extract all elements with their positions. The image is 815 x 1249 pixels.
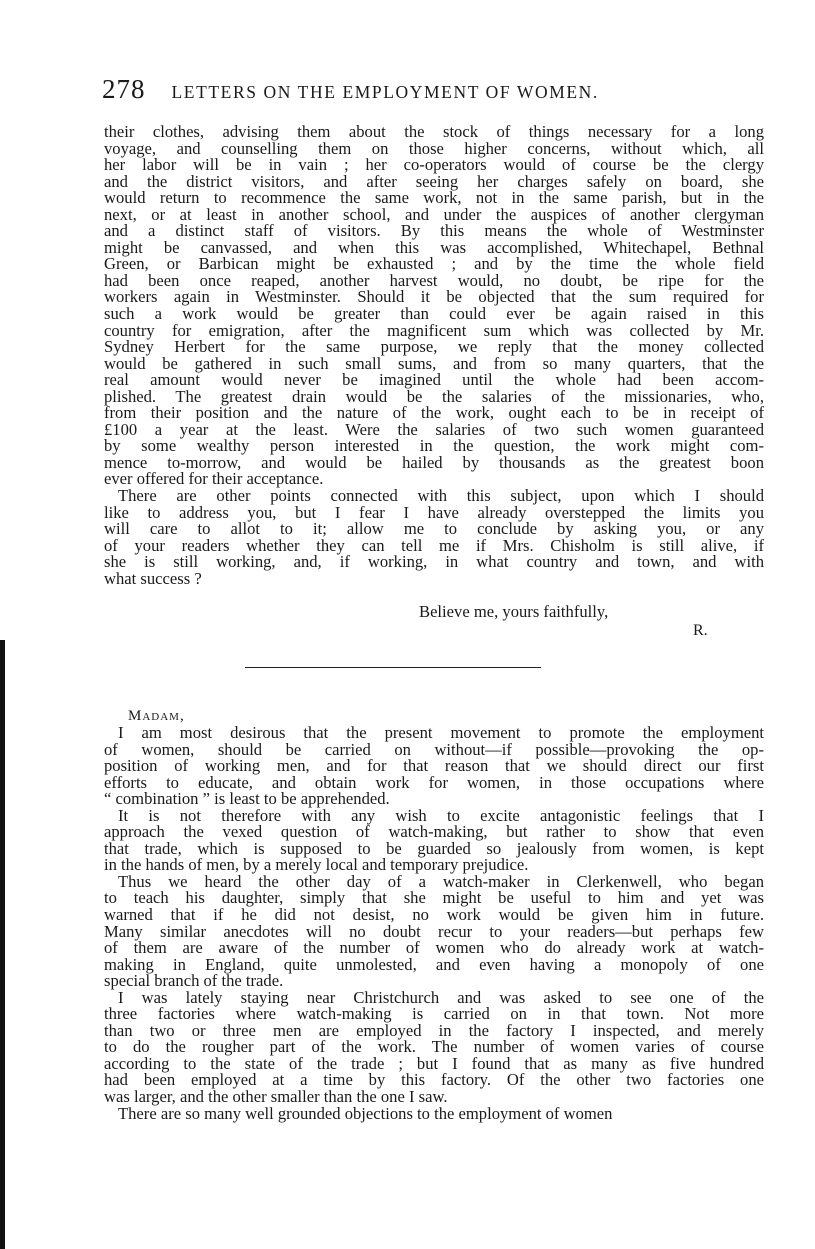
text-line: workers again in Westminster. Should it be objected that the sum required for	[104, 287, 764, 307]
text-line: had been once reaped, another harvest would, no doubt, be ripe for the	[104, 270, 764, 290]
text-line: would be gathered in such small sums, and from so many quarters, that the	[104, 353, 764, 373]
text-line: had been employed at a time by this factory. Of the other two factories one	[104, 1070, 764, 1090]
text-line: according to the state of the trade ; but I found that as many as five hundred	[104, 1053, 764, 1073]
text-line: was larger, and the other smaller than the one I saw.	[104, 1087, 448, 1107]
text-line: her labor will be in vain ; her co-operators would of course be the clergy	[104, 155, 764, 175]
text-line: their clothes, advising them about the stock of things necessary for a long	[104, 122, 764, 141]
text-line: from their position and the nature of the work, ought each to be in receipt of	[104, 403, 764, 423]
text-line: There are other points connected with this subject, upon which I should	[118, 486, 764, 506]
text-line: making in England, quite unmolested, and even having a monopoly of one	[104, 954, 764, 974]
text-line: to teach his daughter, simply that she might be useful to him and yet was	[104, 888, 764, 908]
text-line: plished. The greatest drain would be the salaries of the missionaries, who,	[104, 386, 764, 406]
text-line: like to address you, but I fear I have already overstepped the limits you	[104, 502, 764, 522]
text-line: will care to allot to it; allow me to conclude by asking you, or any	[104, 519, 764, 539]
section-divider	[245, 667, 541, 668]
letter-signature: R.	[693, 622, 708, 639]
running-head	[102, 74, 762, 104]
text-line: that trade, which is supposed to be guarded so jealously from women, is kept	[104, 838, 764, 858]
text-line: “ combination ” is least to be apprehended.	[104, 789, 390, 809]
text-line: she is still working, and, if working, in what country and town, and with	[104, 552, 764, 572]
text-line: ever offered for their acceptance.	[104, 469, 324, 489]
text-line: Green, or Barbican might be exhausted ; and by the time the whole field	[104, 254, 764, 274]
text-line: in the hands of men, by a merely local and temporary prejudice.	[104, 855, 529, 875]
page-number: 278	[102, 74, 146, 104]
text-line: of your readers whether they can tell me if Mrs. Chisholm is still alive, if	[104, 535, 764, 555]
text-line: approach the vexed question of watch-making, but rather to show that even	[104, 822, 764, 842]
text-line: three factories where watch-making is carried on in that town. Not more	[104, 1004, 764, 1024]
text-line: I am most desirous that the present movement to promote the employment	[118, 723, 764, 742]
scan-edge	[0, 640, 5, 1249]
text-line: It is not therefore with any wish to excite antagonistic feelings that I	[118, 805, 764, 825]
text-line: £100 a year at the least. Were the salaries of two such women guaranteed	[104, 419, 764, 439]
text-line: to do the rougher part of the work. The number of women varies of course	[104, 1037, 764, 1057]
text-line: of them are aware of the number of women who do already work at watch-	[104, 938, 764, 958]
text-line: would return to recommence the same work, not in the same parish, but in the	[104, 188, 764, 208]
salutation: Madam,	[128, 708, 185, 724]
text-line: country for emigration, after the magnificent sum which was collected by Mr.	[104, 320, 764, 340]
text-line: Sydney Herbert for the same purpose, we reply that the money collected	[104, 337, 764, 357]
text-line: of women, should be carried on without—if possible—provoking the op-	[104, 739, 764, 759]
text-line: warned that if he did not desist, no work would be given him in future.	[104, 905, 764, 925]
text-line: by some wealthy person interested in the question, the work might com-	[104, 436, 764, 456]
text-line: position of working men, and for that reason that we should direct our first	[104, 756, 764, 776]
text-line: what success ?	[104, 568, 202, 588]
text-line: next, or at least in another school, and under the auspices of another clergyman	[104, 204, 764, 224]
text-line: Thus we heard the other day of a watch-maker in Clerkenwell, who began	[118, 871, 764, 891]
text-line: Many similar anecdotes will no doubt recur to your readers—but perhaps few	[104, 921, 764, 941]
text-line: might be canvassed, and when this was accomplished, Whitechapel, Bethnal	[104, 237, 764, 257]
text-line: efforts to educate, and obtain work for women, in those occupations where	[104, 772, 764, 792]
letter-two-body	[104, 725, 764, 1122]
text-line: I was lately staying near Christchurch and was asked to see one of the	[118, 987, 764, 1007]
text-line: real amount would never be imagined until the whole had been accom-	[104, 370, 764, 390]
text-line: voyage, and counselling them on those higher concerns, without which, all	[104, 138, 764, 158]
text-line: such a work would be greater than could ever be again raised in this	[104, 304, 764, 324]
text-line: special branch of the trade.	[104, 971, 284, 991]
text-line: mence to-morrow, and would be hailed by thousands as the greatest boon	[104, 452, 764, 472]
running-title: LETTERS ON THE EMPLOYMENT OF WOMEN.	[171, 82, 599, 102]
text-line: and the district visitors, and after seeing her charges safely on board, she	[104, 171, 764, 191]
letter-closing: Believe me, yours faithfully,	[419, 602, 609, 621]
text-line: There are so many well grounded objections to the employment of women	[118, 1103, 613, 1123]
text-line: than two or three men are employed in the factory I inspected, and merely	[104, 1020, 764, 1040]
letter-one-body	[104, 124, 764, 587]
text-line: and a distinct staff of visitors. By this means the whole of Westminster	[104, 221, 764, 241]
